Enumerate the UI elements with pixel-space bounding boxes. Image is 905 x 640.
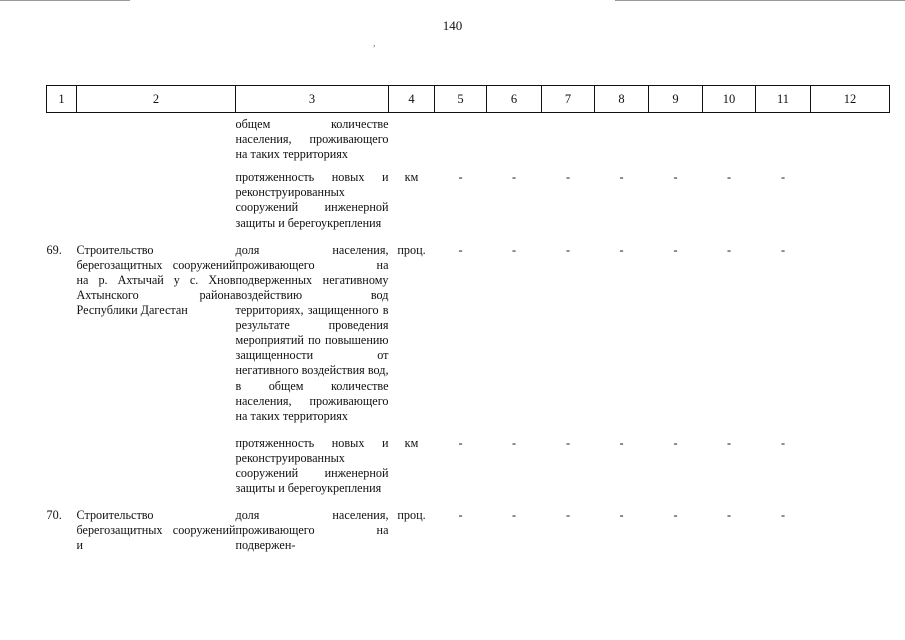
- value-cell: -: [565, 508, 571, 523]
- value-cell: -: [673, 242, 678, 257]
- value-cell: -: [458, 170, 463, 185]
- column-header-1: 1: [47, 86, 77, 113]
- value-cell: -: [565, 435, 571, 450]
- value-cell: -: [780, 170, 786, 185]
- column-header-4: 4: [389, 86, 435, 113]
- column-header-5: 5: [435, 86, 487, 113]
- value-cell: [435, 113, 487, 171]
- table-row: [47, 508, 890, 565]
- unit-cell: км: [404, 170, 419, 185]
- measure-name: Строительство берегозащитных сооружений на р. Ахтычай у с. Хнов Ахтынского района Республики Дагестан: [76, 242, 236, 318]
- value-cell: -: [511, 242, 517, 257]
- measure-name: [77, 170, 236, 242]
- value-cell: [811, 508, 890, 565]
- value-cell: [595, 113, 649, 171]
- value-cell: -: [458, 242, 463, 257]
- table-body: [47, 113, 890, 566]
- value-cell: -: [458, 508, 463, 523]
- value-cell: -: [511, 170, 517, 185]
- value-cell: -: [726, 508, 732, 523]
- indicator-name: доля населения, проживающего на подвержен-: [235, 508, 389, 553]
- column-header-10: 10: [703, 86, 756, 113]
- indicator-name: общем количестве населения, проживающего на таких территориях: [235, 117, 389, 162]
- table-row: [47, 243, 890, 436]
- top-edge-left: [0, 0, 130, 1]
- value-cell: [487, 113, 542, 171]
- column-header-2: 2: [77, 86, 236, 113]
- indicator-name: протяженность новых и реконструированных сооружений инженерной защиты и берегоукрепления: [235, 170, 389, 230]
- value-cell: [703, 113, 756, 171]
- page-number: 140: [442, 18, 463, 33]
- value-cell: [811, 170, 890, 242]
- value-cell: -: [619, 170, 624, 185]
- value-cell: [811, 113, 890, 171]
- value-cell: [542, 113, 595, 171]
- column-header-9: 9: [649, 86, 703, 113]
- value-cell: -: [511, 435, 517, 450]
- value-cell: -: [726, 435, 732, 450]
- value-cell: -: [780, 508, 786, 523]
- value-cell: [649, 113, 703, 171]
- column-header-3: 3: [236, 86, 389, 113]
- row-number: 69.: [46, 242, 62, 257]
- row-number: [47, 113, 77, 171]
- column-header-11: 11: [756, 86, 811, 113]
- table-row: [47, 436, 890, 508]
- measure-name: [77, 436, 236, 508]
- column-header-7: 7: [542, 86, 595, 113]
- column-number-row: [47, 86, 890, 113]
- column-header-12: 12: [811, 86, 890, 113]
- row-number: 70.: [46, 508, 62, 523]
- unit-cell: проц.: [397, 242, 426, 257]
- row-number: [47, 436, 77, 508]
- value-cell: -: [458, 435, 463, 450]
- row-number: [47, 170, 77, 242]
- unit-cell: км: [404, 435, 419, 450]
- table-row: [47, 113, 890, 171]
- indicator-name: доля населения, проживающего на подверженных негативному воздействию вод территориях, защищенного в результате проведения мероприятий по повышению защищенности от негативного воздействия вод, в общем количестве населения, проживающего на таких территориях: [235, 242, 389, 423]
- value-cell: -: [726, 170, 732, 185]
- value-cell: [756, 113, 811, 171]
- value-cell: -: [619, 435, 624, 450]
- stray-mark: ,: [373, 38, 376, 49]
- value-cell: -: [726, 242, 732, 257]
- value-cell: -: [511, 508, 517, 523]
- indicator-name: протяженность новых и реконструированных сооружений инженерной защиты и берегоукрепления: [235, 435, 389, 496]
- indicators-table: [46, 85, 890, 565]
- value-cell: [811, 243, 890, 436]
- measure-name: Строительство берегозащитных сооружений и: [76, 508, 236, 553]
- top-edge-right: [615, 0, 905, 1]
- value-cell: -: [565, 170, 571, 185]
- value-cell: -: [673, 508, 678, 523]
- unit-cell: [389, 113, 435, 171]
- value-cell: -: [619, 508, 624, 523]
- value-cell: -: [780, 242, 786, 257]
- table-row: [47, 170, 890, 242]
- value-cell: -: [619, 242, 624, 257]
- value-cell: -: [673, 170, 678, 185]
- column-header-8: 8: [595, 86, 649, 113]
- value-cell: -: [780, 435, 786, 450]
- value-cell: -: [673, 435, 678, 450]
- value-cell: -: [565, 242, 571, 257]
- unit-cell: проц.: [397, 508, 426, 523]
- column-header-6: 6: [487, 86, 542, 113]
- value-cell: [811, 436, 890, 508]
- measure-name: [77, 113, 236, 171]
